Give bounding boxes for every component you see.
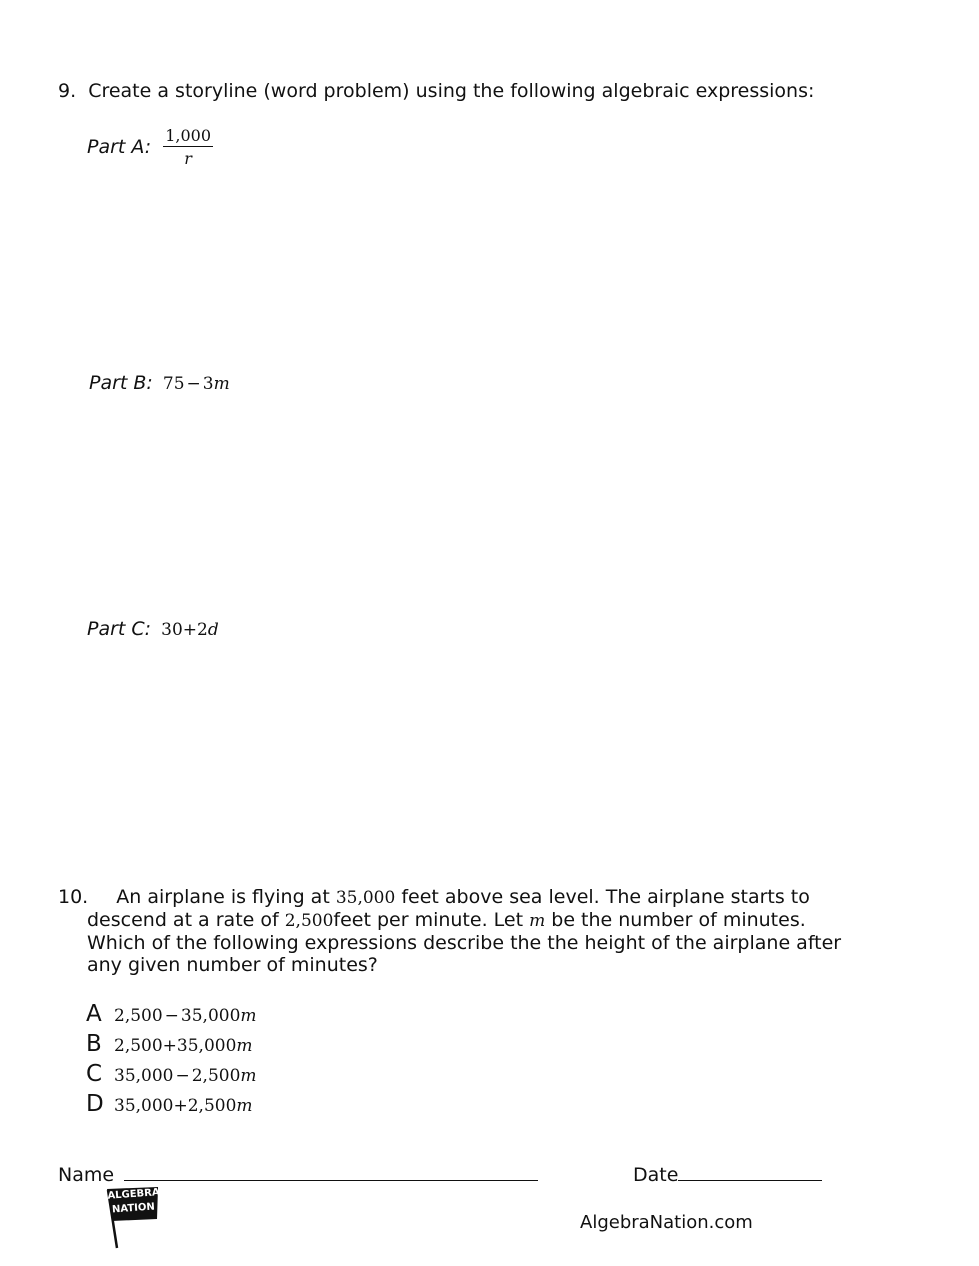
- question-10-text-2b: feet per minute. Let: [333, 909, 530, 931]
- choice-expression: [114, 1096, 253, 1116]
- part-b-const: 75: [162, 374, 185, 394]
- part-a-fraction: [163, 126, 213, 168]
- question-10-variable: m: [529, 911, 546, 931]
- question-10-text-1a: An airplane is flying at: [116, 886, 336, 908]
- question-10-number: 10.: [58, 886, 89, 908]
- choice-letter: D: [86, 1091, 104, 1117]
- date-field[interactable]: [633, 1162, 822, 1186]
- part-a-numerator: 1,000: [165, 126, 212, 145]
- choice-term-a: 2,500: [114, 1036, 163, 1056]
- algebra-nation-logo: [104, 1186, 162, 1250]
- choice-term-a: 2,500: [114, 1006, 163, 1026]
- question-10-altitude: 35,000: [335, 888, 396, 908]
- choice-var: m: [240, 1006, 257, 1026]
- logo-text-line-1: ALGEBRA: [107, 1187, 161, 1202]
- choice-term-b: 2,500: [187, 1096, 237, 1116]
- part-c-const: 30: [161, 620, 183, 640]
- part-b-var: m: [213, 374, 230, 394]
- part-c-operator: +: [182, 620, 198, 640]
- part-c-label: Part C:: [87, 618, 152, 640]
- choice-var: m: [240, 1066, 257, 1086]
- choice-operator: +: [162, 1036, 177, 1056]
- answer-choices: [86, 999, 257, 1119]
- logo-text: [107, 1186, 159, 1217]
- question-9-prompt: [58, 80, 814, 102]
- choice-expression: [114, 1036, 253, 1056]
- site-url: AlgebraNation.com: [580, 1212, 753, 1233]
- choice-operator: −: [164, 1006, 179, 1026]
- part-b: [89, 372, 230, 394]
- question-10-text-2a: descend at a rate of: [87, 909, 285, 931]
- answer-choice-d[interactable]: [86, 1089, 257, 1119]
- choice-letter: B: [86, 1031, 102, 1057]
- answer-choice-c[interactable]: [86, 1059, 257, 1089]
- part-a-label: Part A:: [87, 136, 152, 158]
- answer-choice-a[interactable]: [86, 999, 257, 1029]
- choice-term-a: 35,000: [114, 1066, 174, 1086]
- part-b-operator: −: [186, 374, 201, 394]
- choice-letter: A: [86, 1001, 102, 1027]
- part-a-denominator: r: [184, 149, 192, 168]
- part-c-expression: [161, 620, 219, 640]
- question-10-line-1: [58, 886, 810, 908]
- question-10-line-2: [87, 909, 806, 931]
- answer-choice-b[interactable]: [86, 1029, 257, 1059]
- date-blank[interactable]: [678, 1162, 822, 1181]
- question-10-line-3: Which of the following expressions describe the the height of the airplane after: [87, 932, 842, 954]
- date-label: Date: [633, 1164, 679, 1186]
- name-blank[interactable]: [124, 1162, 538, 1181]
- part-a: [87, 126, 213, 168]
- choice-operator: −: [175, 1066, 190, 1086]
- choice-operator: +: [173, 1096, 188, 1116]
- logo-text-line-2: NATION: [111, 1201, 156, 1216]
- choice-var: m: [236, 1096, 253, 1116]
- question-10-rate: 2,500: [284, 911, 334, 931]
- choice-term-b: 2,500: [191, 1066, 241, 1086]
- choice-term-b: 35,000: [176, 1036, 237, 1056]
- part-b-expression: [163, 374, 230, 394]
- choice-var: m: [236, 1036, 253, 1056]
- part-b-coef: 3: [202, 374, 214, 394]
- part-b-label: Part B:: [89, 372, 153, 394]
- question-9-number: 9.: [58, 80, 77, 102]
- choice-term-b: 35,000: [180, 1006, 241, 1026]
- choice-term-a: 35,000: [114, 1096, 174, 1116]
- name-field[interactable]: [58, 1162, 538, 1186]
- question-10-text-2c: be the number of minutes.: [545, 909, 806, 931]
- part-c-var: d: [207, 620, 219, 640]
- question-10-text-1b: feet above sea level. The airplane starts to: [395, 886, 810, 908]
- question-9-text: Create a storyline (word problem) using the following algebraic expressions:: [88, 80, 815, 102]
- part-c: [87, 618, 219, 640]
- choice-expression: [114, 1066, 257, 1086]
- choice-expression: [114, 1006, 257, 1026]
- name-label: Name: [58, 1164, 115, 1186]
- part-c-coef: 2: [197, 620, 208, 640]
- choice-letter: C: [86, 1061, 103, 1087]
- question-10-line-4: any given number of minutes?: [87, 954, 378, 976]
